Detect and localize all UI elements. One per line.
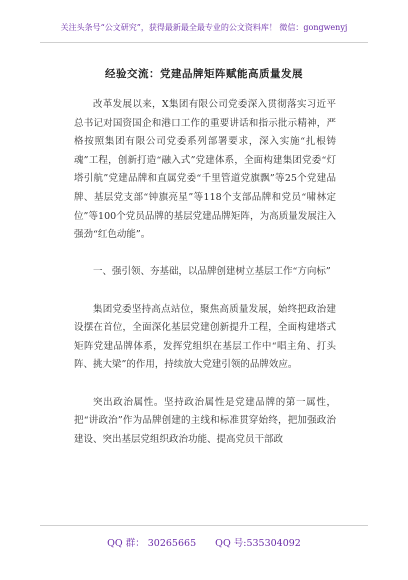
document-title: 经验交流：党建品牌矩阵赋能高质量发展 xyxy=(105,68,303,80)
paragraph-section-1: 集团党委坚持高点站位，聚焦高质量发展，始终把政治建设摆在首位，全面深化基层党建创新提升工程，全面构建塔式矩阵党建品牌体系，发挥党组织在基层工作中“唱主角、打头阵、挑大梁”的作用，持续放大党建引领的品牌效应。 xyxy=(74,303,336,371)
document-body xyxy=(74,96,336,449)
paragraph-political: 突出政治属性。坚持政治属性是党建品牌的第一属性，把“讲政治”作为品牌创建的主线和标准贯穿始终，把加强政治建设、突出基层党组织政治功能、提高党员干部政 xyxy=(74,396,336,445)
section-heading-1: 一、强引领、夯基础，以品牌创建树立基层工作“方向标” xyxy=(93,266,331,278)
paragraph-intro: 改革发展以来，X集团有限公司党委深入贯彻落实习近平总书记对国资国企和港口工作的重要讲话和指示批示精神，严格按照集团有限公司党委系列部署要求，深入实施“扎根铸魂”工程，创新打造“融入式”党建体系，全面构建集团党委“灯塔引航”党建品牌和直属党委“千里管道党旗飘”等25个党建品牌、基层党支部“钟旗亮星”等118个支部品牌和党员“啸林定位”等100个党员品牌的基层党建品牌矩阵，为高质量发展注入强劲“红色动能”。 xyxy=(74,99,336,241)
header-divider xyxy=(40,42,368,43)
footer-contact xyxy=(0,535,408,549)
footer-qq-group: QQ 群： 30265665 xyxy=(107,538,197,549)
header-promo-text: 关注头条号“公文研究”，获得最新最全最专业的公文资料库！ 微信：gongwenyj xyxy=(60,23,348,32)
footer-divider xyxy=(40,525,368,526)
page-header xyxy=(0,0,408,42)
footer-qq-number: QQ 号:535304092 xyxy=(215,538,301,549)
